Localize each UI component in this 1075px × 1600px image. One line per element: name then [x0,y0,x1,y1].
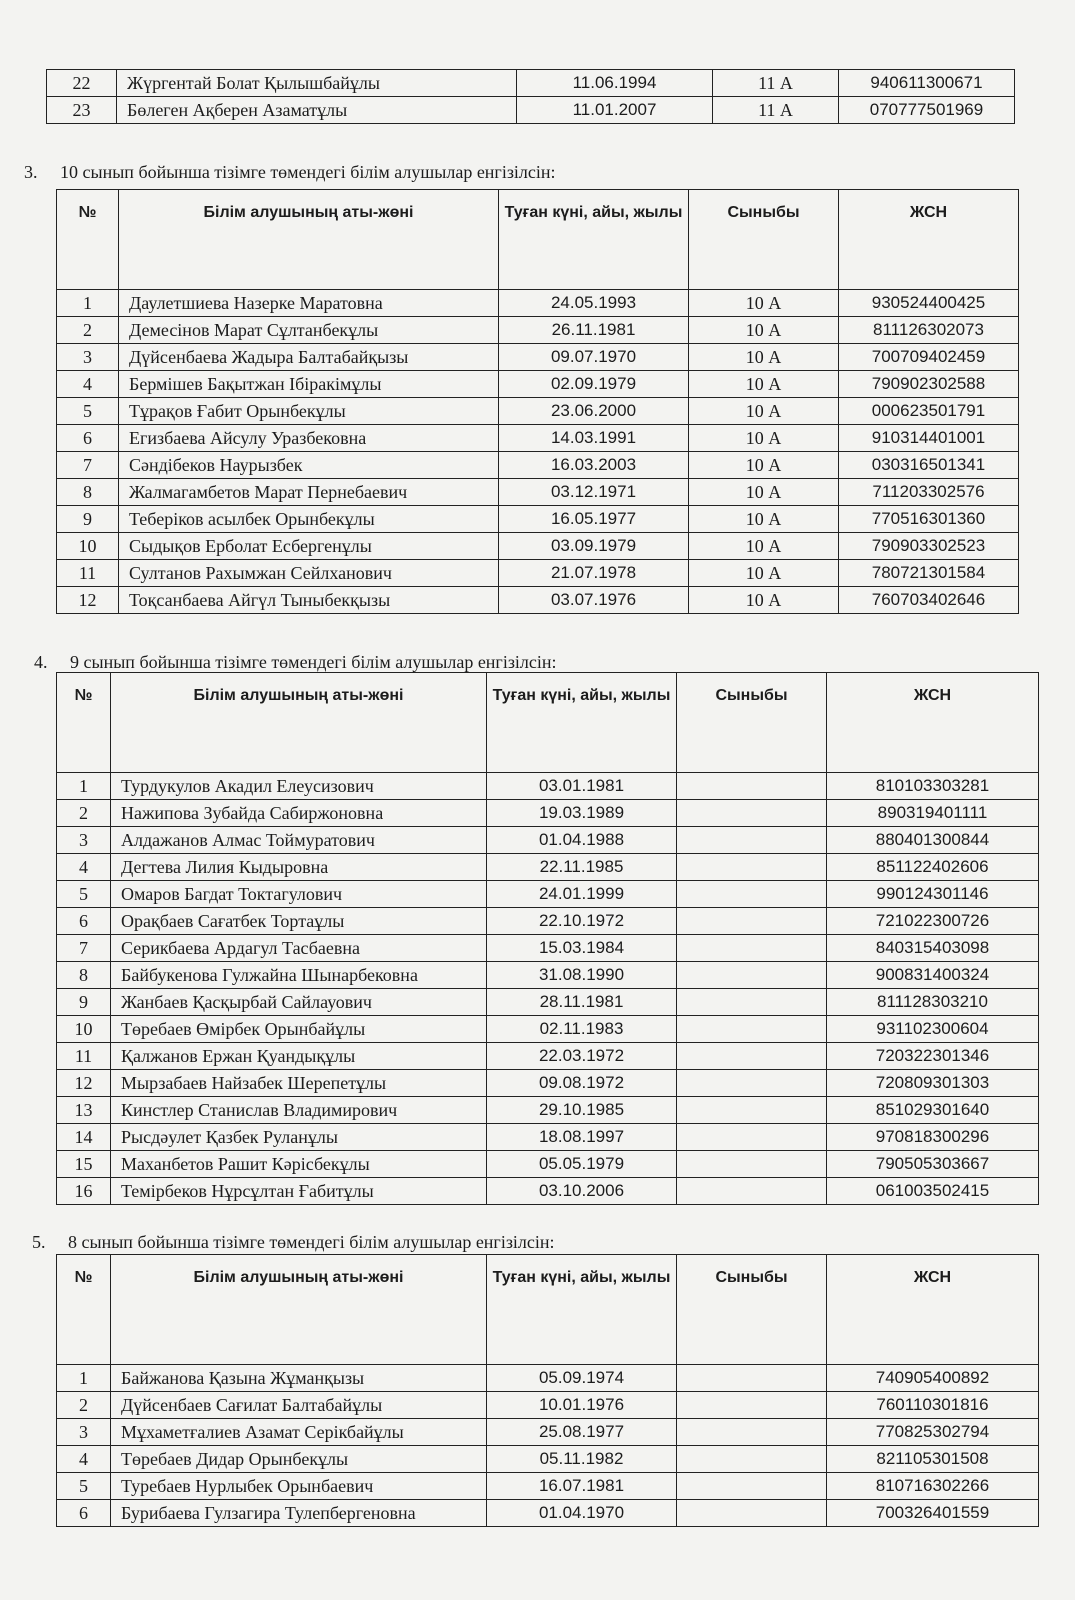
birth-date-cell: 18.08.1997 [487,1124,677,1151]
iin-number-cell: 700326401559 [827,1500,1039,1527]
class-name-cell [677,1419,827,1446]
birth-date-cell: 01.04.1988 [487,827,677,854]
row-number-cell: 23 [47,97,117,124]
birth-date-cell: 21.07.1978 [499,560,689,587]
iin-number-cell: 880401300844 [827,827,1039,854]
iin-number-cell: 711203302576 [839,479,1019,506]
birth-date-cell: 05.09.1974 [487,1365,677,1392]
table-row [57,344,1019,371]
birth-date-cell: 15.03.1984 [487,935,677,962]
birth-date-cell: 22.11.1985 [487,854,677,881]
row-number-cell: 1 [57,1365,111,1392]
class-name-cell [677,1500,827,1527]
section-3-heading [24,162,556,183]
student-name-cell: Орақбаев Сағатбек Тортаұлы [111,908,487,935]
iin-number-cell: 790505303667 [827,1151,1039,1178]
section-number: 5. [32,1232,46,1252]
table-row [57,506,1019,533]
table-row [57,479,1019,506]
column-header-name: Білім алушының аты-жөні [119,190,499,290]
student-name-cell: Бөлеген Ақберен Азаматұлы [117,97,517,124]
student-name-cell: Дүйсенбаева Жадыра Балтабайқызы [119,344,499,371]
column-header-id: ЖСН [827,1255,1039,1365]
birth-date-cell: 05.11.1982 [487,1446,677,1473]
section-title: 8 сынып бойынша тізімге төмендегі білім алушылар енгізілсін: [68,1232,555,1252]
class-name-cell [677,773,827,800]
column-header-class: Сыныбы [677,1255,827,1365]
column-header-birth: Туған күні, айы, жылы [499,190,689,290]
birth-date-cell: 29.10.1985 [487,1097,677,1124]
table-row [57,1016,1039,1043]
section-number: 4. [34,652,48,672]
student-name-cell: Бермішев Бақытжан Ібіракімұлы [119,371,499,398]
class-name-cell [677,1365,827,1392]
student-name-cell: Темірбеков Нұрсұлтан Ғабитұлы [111,1178,487,1205]
table-row [57,881,1039,908]
section-title: 10 сынып бойынша тізімге төмендегі білім алушылар енгізілсін: [60,162,556,182]
iin-number-cell: 930524400425 [839,290,1019,317]
birth-date-cell: 22.10.1972 [487,908,677,935]
table-row [57,398,1019,425]
birth-date-cell: 03.12.1971 [499,479,689,506]
table-9-class [56,672,1039,1205]
table-row [57,989,1039,1016]
student-name-cell: Жанбаев Қасқырбай Сайлауович [111,989,487,1016]
birth-date-cell: 03.07.1976 [499,587,689,614]
row-number-cell: 11 [57,560,119,587]
table-row [57,908,1039,935]
student-name-cell: Қалжанов Ержан Қуандықұлы [111,1043,487,1070]
table-row [57,1070,1039,1097]
section-number: 3. [24,162,38,182]
birth-date-cell: 24.01.1999 [487,881,677,908]
column-header-no: № [57,673,111,773]
iin-number-cell: 970818300296 [827,1124,1039,1151]
class-name-cell [677,1392,827,1419]
row-number-cell: 16 [57,1178,111,1205]
iin-number-cell: 721022300726 [827,908,1039,935]
class-name-cell [677,854,827,881]
class-name-cell: 10 А [689,425,839,452]
student-name-cell: Алдажанов Алмас Тоймуратович [111,827,487,854]
class-name-cell [677,1151,827,1178]
birth-date-cell: 02.11.1983 [487,1016,677,1043]
column-header-birth: Туған күні, айы, жылы [487,1255,677,1365]
birth-date-cell: 26.11.1981 [499,317,689,344]
student-name-cell: Тұрақов Ғабит Орынбекұлы [119,398,499,425]
iin-number-cell: 900831400324 [827,962,1039,989]
iin-number-cell: 811126302073 [839,317,1019,344]
class-name-cell [677,962,827,989]
table-row [57,560,1019,587]
table-row [57,962,1039,989]
table-header-row [57,190,1019,290]
student-name-cell: Демесінов Марат Сұлтанбекұлы [119,317,499,344]
class-name-cell: 10 А [689,290,839,317]
student-name-cell: Турдукулов Акадил Елеусизович [111,773,487,800]
row-number-cell: 4 [57,854,111,881]
class-name-cell: 10 А [689,452,839,479]
section-4-heading [34,652,557,673]
column-header-id: ЖСН [827,673,1039,773]
class-name-cell [677,881,827,908]
column-header-birth: Туған күні, айы, жылы [487,673,677,773]
table-row [57,1097,1039,1124]
iin-number-cell: 061003502415 [827,1178,1039,1205]
class-name-cell [677,1016,827,1043]
iin-number-cell: 940611300671 [839,70,1015,97]
row-number-cell: 6 [57,1500,111,1527]
class-name-cell: 10 А [689,371,839,398]
student-name-cell: Байбукенова Гулжайна Шынарбековна [111,962,487,989]
class-name-cell [677,935,827,962]
iin-number-cell: 810716302266 [827,1473,1039,1500]
section-title: 9 сынып бойынша тізімге төмендегі білім алушылар енгізілсін: [70,652,557,672]
class-name-cell [677,989,827,1016]
row-number-cell: 5 [57,881,111,908]
student-name-cell: Дүйсенбаев Сағилат Балтабайұлы [111,1392,487,1419]
table-body [57,290,1019,614]
section-5-heading [32,1232,555,1253]
birth-date-cell: 02.09.1979 [499,371,689,398]
student-name-cell: Омаров Багдат Токтагулович [111,881,487,908]
iin-number-cell: 030316501341 [839,452,1019,479]
iin-number-cell: 760703402646 [839,587,1019,614]
iin-number-cell: 931102300604 [827,1016,1039,1043]
table-row [47,70,1015,97]
row-number-cell: 12 [57,587,119,614]
row-number-cell: 1 [57,773,111,800]
row-number-cell: 13 [57,1097,111,1124]
iin-number-cell: 770825302794 [827,1419,1039,1446]
birth-date-cell: 19.03.1989 [487,800,677,827]
birth-date-cell: 22.03.1972 [487,1043,677,1070]
table-row [57,425,1019,452]
student-name-cell: Теберіков асылбек Орынбекұлы [119,506,499,533]
row-number-cell: 6 [57,425,119,452]
class-name-cell: 10 А [689,398,839,425]
table-header-row [57,1255,1039,1365]
table-row [57,773,1039,800]
class-name-cell: 10 А [689,506,839,533]
row-number-cell: 22 [47,70,117,97]
table-row [57,1178,1039,1205]
row-number-cell: 7 [57,452,119,479]
table-row [57,533,1019,560]
row-number-cell: 9 [57,989,111,1016]
iin-number-cell: 890319401111 [827,800,1039,827]
student-name-cell: Мырзабаев Найзабек Шерепетұлы [111,1070,487,1097]
birth-date-cell: 16.03.2003 [499,452,689,479]
student-name-cell: Төребаев Дидар Орынбекұлы [111,1446,487,1473]
table-row [57,1151,1039,1178]
iin-number-cell: 070777501969 [839,97,1015,124]
table-row [57,1365,1039,1392]
row-number-cell: 11 [57,1043,111,1070]
birth-date-cell: 10.01.1976 [487,1392,677,1419]
column-header-name: Білім алушының аты-жөні [111,1255,487,1365]
student-name-cell: Байжанова Қазына Жұманқызы [111,1365,487,1392]
iin-number-cell: 790903302523 [839,533,1019,560]
table-header-row [57,673,1039,773]
table-10-class [56,189,1019,614]
table-row [57,1124,1039,1151]
student-name-cell: Рысдәулет Қазбек Руланұлы [111,1124,487,1151]
row-number-cell: 14 [57,1124,111,1151]
student-name-cell: Бурибаева Гулзагира Тулепбергеновна [111,1500,487,1527]
class-name-cell [677,1473,827,1500]
birth-date-cell: 03.10.2006 [487,1178,677,1205]
column-header-no: № [57,190,119,290]
student-name-cell: Сыдықов Ерболат Есбергенұлы [119,533,499,560]
row-number-cell: 9 [57,506,119,533]
table-row [57,854,1039,881]
class-name-cell [677,800,827,827]
row-number-cell: 8 [57,479,119,506]
student-name-cell: Жүргентай Болат Қылышбайұлы [117,70,517,97]
column-header-no: № [57,1255,111,1365]
birth-date-cell: 09.07.1970 [499,344,689,371]
table-row [57,1043,1039,1070]
table-body [57,773,1039,1205]
birth-date-cell: 05.05.1979 [487,1151,677,1178]
table-row [57,1419,1039,1446]
student-name-cell: Маханбетов Рашит Кәрісбекұлы [111,1151,487,1178]
row-number-cell: 10 [57,1016,111,1043]
birth-date-cell: 31.08.1990 [487,962,677,989]
birth-date-cell: 03.09.1979 [499,533,689,560]
student-name-cell: Серикбаева Ардагул Тасбаевна [111,935,487,962]
class-name-cell: 10 А [689,317,839,344]
student-name-cell: Жалмагамбетов Марат Пернебаевич [119,479,499,506]
iin-number-cell: 770516301360 [839,506,1019,533]
class-name-cell [677,1043,827,1070]
class-name-cell [677,1446,827,1473]
iin-number-cell: 851122402606 [827,854,1039,881]
table-row [47,97,1015,124]
table-8-class [56,1254,1039,1527]
iin-number-cell: 840315403098 [827,935,1039,962]
iin-number-cell: 910314401001 [839,425,1019,452]
iin-number-cell: 780721301584 [839,560,1019,587]
iin-number-cell: 760110301816 [827,1392,1039,1419]
row-number-cell: 5 [57,1473,111,1500]
birth-date-cell: 01.04.1970 [487,1500,677,1527]
table-body [57,1365,1039,1527]
student-name-cell: Дегтева Лилия Кыдыровна [111,854,487,881]
student-name-cell: Мұхаметғалиев Азамат Серікбайұлы [111,1419,487,1446]
birth-date-cell: 16.07.1981 [487,1473,677,1500]
table-row [57,452,1019,479]
iin-number-cell: 821105301508 [827,1446,1039,1473]
student-name-cell: Нажипова Зубайда Сабиржоновна [111,800,487,827]
birth-date-cell: 11.01.2007 [517,97,713,124]
table-row [57,935,1039,962]
row-number-cell: 3 [57,827,111,854]
table-body [47,70,1015,124]
table-row [57,800,1039,827]
iin-number-cell: 810103303281 [827,773,1039,800]
table-row [57,371,1019,398]
row-number-cell: 2 [57,1392,111,1419]
student-name-cell: Султанов Рахымжан Сейлханович [119,560,499,587]
row-number-cell: 2 [57,317,119,344]
table-row [57,587,1019,614]
birth-date-cell: 23.06.2000 [499,398,689,425]
class-name-cell: 11 А [713,97,839,124]
iin-number-cell: 740905400892 [827,1365,1039,1392]
class-name-cell [677,827,827,854]
birth-date-cell: 28.11.1981 [487,989,677,1016]
iin-number-cell: 990124301146 [827,881,1039,908]
iin-number-cell: 000623501791 [839,398,1019,425]
birth-date-cell: 09.08.1972 [487,1070,677,1097]
birth-date-cell: 03.01.1981 [487,773,677,800]
row-number-cell: 15 [57,1151,111,1178]
column-header-name: Білім алушының аты-жөні [111,673,487,773]
row-number-cell: 5 [57,398,119,425]
table-row [57,1473,1039,1500]
table-row [57,1446,1039,1473]
birth-date-cell: 14.03.1991 [499,425,689,452]
class-name-cell: 10 А [689,344,839,371]
class-name-cell [677,1124,827,1151]
row-number-cell: 10 [57,533,119,560]
student-name-cell: Даулетшиева Назерке Маратовна [119,290,499,317]
birth-date-cell: 16.05.1977 [499,506,689,533]
birth-date-cell: 11.06.1994 [517,70,713,97]
column-header-class: Сыныбы [677,673,827,773]
row-number-cell: 12 [57,1070,111,1097]
row-number-cell: 4 [57,371,119,398]
student-name-cell: Кинстлер Станислав Владимирович [111,1097,487,1124]
student-name-cell: Егизбаева Айсулу Уразбековна [119,425,499,452]
iin-number-cell: 851029301640 [827,1097,1039,1124]
class-name-cell [677,1178,827,1205]
iin-number-cell: 720809301303 [827,1070,1039,1097]
table-row [57,1392,1039,1419]
class-name-cell: 11 А [713,70,839,97]
class-name-cell [677,1070,827,1097]
row-number-cell: 6 [57,908,111,935]
student-name-cell: Төребаев Өмірбек Орынбайұлы [111,1016,487,1043]
student-name-cell: Тоқсанбаева Айгүл Тыныбекқызы [119,587,499,614]
table-row [57,317,1019,344]
row-number-cell: 4 [57,1446,111,1473]
birth-date-cell: 25.08.1977 [487,1419,677,1446]
birth-date-cell: 24.05.1993 [499,290,689,317]
class-name-cell [677,1097,827,1124]
row-number-cell: 3 [57,344,119,371]
class-name-cell: 10 А [689,479,839,506]
row-number-cell: 3 [57,1419,111,1446]
iin-number-cell: 700709402459 [839,344,1019,371]
iin-number-cell: 811128303210 [827,989,1039,1016]
row-number-cell: 8 [57,962,111,989]
student-name-cell: Сәндібеков Наурызбек [119,452,499,479]
class-name-cell [677,908,827,935]
table-11-class-continuation [46,69,1015,124]
iin-number-cell: 790902302588 [839,371,1019,398]
row-number-cell: 2 [57,800,111,827]
row-number-cell: 7 [57,935,111,962]
column-header-class: Сыныбы [689,190,839,290]
table-row [57,1500,1039,1527]
student-name-cell: Туребаев Нурлыбек Орынбаевич [111,1473,487,1500]
iin-number-cell: 720322301346 [827,1043,1039,1070]
class-name-cell: 10 А [689,533,839,560]
class-name-cell: 10 А [689,587,839,614]
row-number-cell: 1 [57,290,119,317]
table-row [57,827,1039,854]
table-row [57,290,1019,317]
column-header-id: ЖСН [839,190,1019,290]
class-name-cell: 10 А [689,560,839,587]
